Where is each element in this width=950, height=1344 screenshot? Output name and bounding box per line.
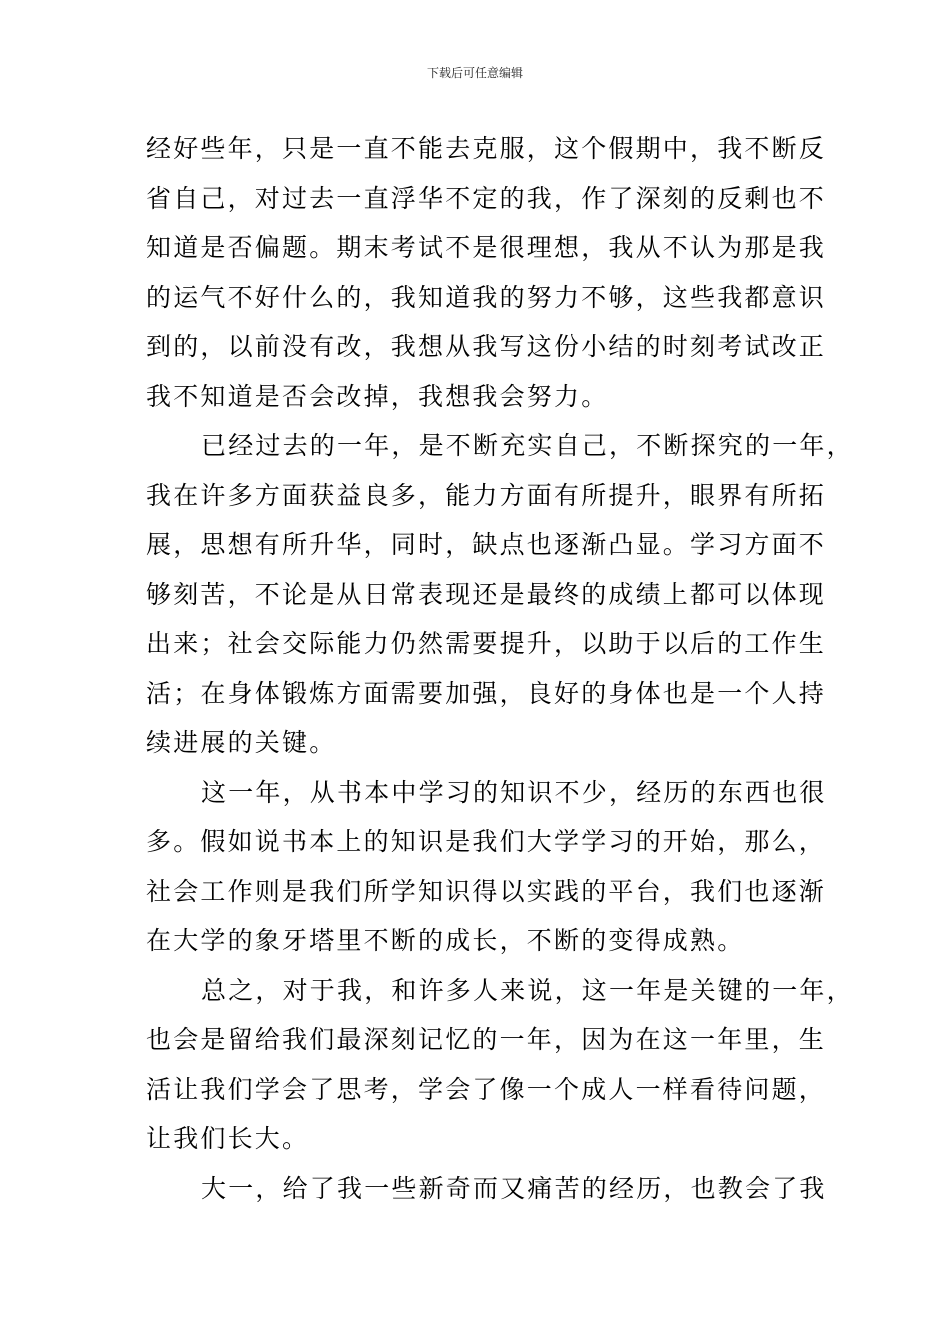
text-line: 多。假如说书本上的知识是我们大学学习的开始，那么， xyxy=(146,827,827,856)
text-line: 知道是否偏题。期末考试不是很理想，我从不认为那是我 xyxy=(146,233,827,262)
text-line: 续进展的关键。 xyxy=(146,728,337,757)
text-line: 省自己，对过去一直浮华不定的我，作了深刻的反剩也不 xyxy=(146,183,827,213)
text-line: 展，思想有所升华，同时，缺点也逐渐凸显。学习方面不 xyxy=(146,530,827,559)
text-line: 总之，对于我，和许多人来说，这一年是关键的一年， xyxy=(201,975,854,1005)
text-line: 在大学的象牙塔里不断的成长，不断的变得成熟。 xyxy=(146,926,745,955)
text-line: 让我们长大。 xyxy=(146,1124,310,1153)
page-header: 下载后可任意编辑 xyxy=(426,66,523,80)
text-line: 我在许多方面获益良多，能力方面有所提升，眼界有所拓 xyxy=(146,480,827,510)
text-line: 活让我们学会了思考，学会了像一个成人一样看待问题， xyxy=(146,1074,827,1104)
text-line: 社会工作则是我们所学知识得以实践的平台，我们也逐渐 xyxy=(146,876,827,906)
text-line: 也会是留给我们最深刻记忆的一年，因为在这一年里，生 xyxy=(146,1025,827,1054)
text-line: 出来；社会交际能力仍然需要提升，以助于以后的工作生 xyxy=(146,629,827,658)
document-body xyxy=(146,124,854,1213)
text-line: 经好些年，只是一直不能去克服，这个假期中，我不断反 xyxy=(146,134,827,163)
text-line: 到的，以前没有改，我想从我写这份小结的时刻考试改正 xyxy=(146,332,827,361)
text-line: 我不知道是否会改掉，我想我会努力。 xyxy=(146,381,609,411)
text-line: 这一年，从书本中学习的知识不少，经历的东西也很 xyxy=(201,777,827,807)
text-line: 已经过去的一年，是不断充实自己，不断探究的一年， xyxy=(201,431,854,460)
text-line: 够刻苦，不论是从日常表现还是最终的成绩上都可以体现 xyxy=(146,579,827,609)
text-line: 活；在身体锻炼方面需要加强，良好的身体也是一个人持 xyxy=(146,678,827,708)
text-line: 的运气不好什么的，我知道我的努力不够，这些我都意识 xyxy=(146,282,827,312)
text-line: 大一，给了我一些新奇而又痛苦的经历，也教会了我 xyxy=(201,1173,827,1203)
